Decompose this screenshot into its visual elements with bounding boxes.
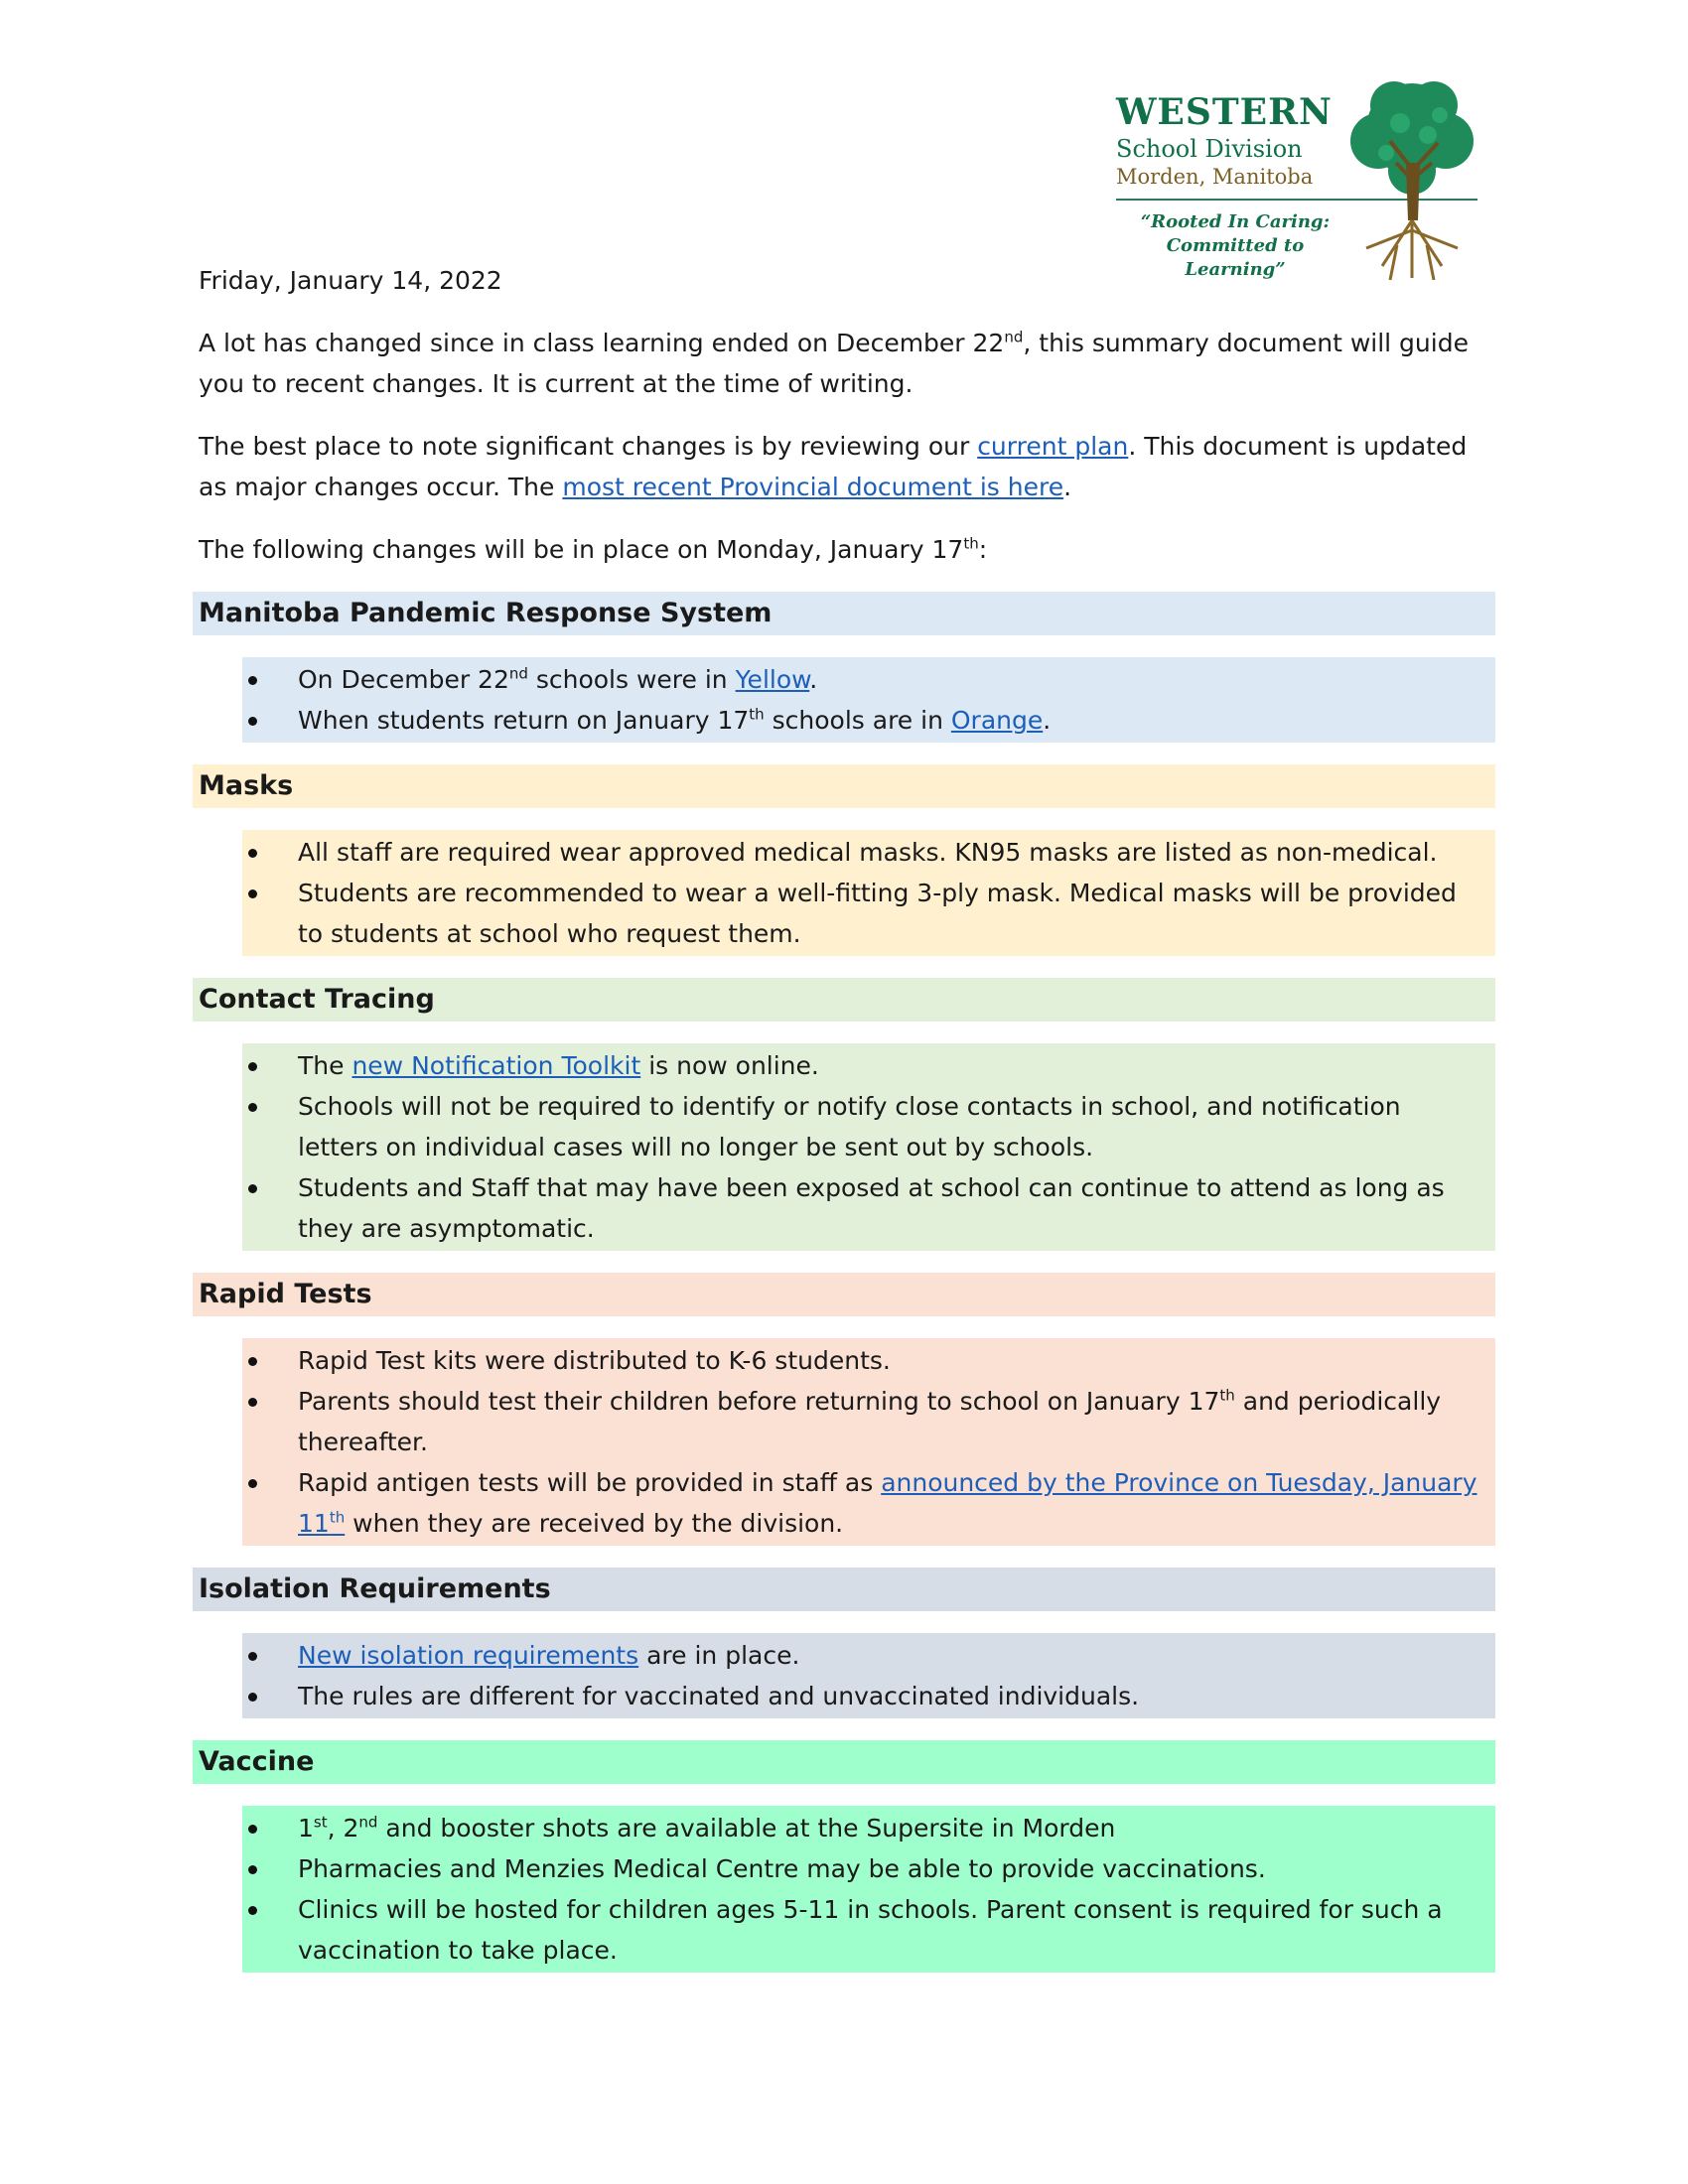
section-heading: Vaccine [193, 1740, 1495, 1784]
logo-location: Morden, Manitoba [1116, 165, 1314, 189]
list-item: Rapid antigen tests will be provided in staff as announced by the Province on Tuesday, January 11th when they are received by the division. [242, 1462, 1495, 1544]
plan-paragraph: The best place to note significant changes is by reviewing our current plan. This document is updated as major changes occur. The most recent Provincial document is here. [199, 432, 1468, 501]
yellow-link[interactable]: Yellow [735, 665, 810, 694]
bullet-list [242, 1633, 1495, 1718]
list-item: All staff are required wear approved medical masks. KN95 masks are listed as non-medical. [242, 832, 1495, 873]
list-item: Schools will not be required to identify or notify close contacts in school, and notification letters on individual cases will no longer be sent out by schools. [242, 1086, 1495, 1167]
section-heading: Rapid Tests [193, 1273, 1495, 1316]
section-heading: Isolation Requirements [193, 1568, 1495, 1611]
bullet-list [242, 657, 1495, 743]
section-masks [193, 764, 1495, 956]
section-contact-tracing [193, 978, 1495, 1251]
intro-paragraph: A lot has changed since in class learning ended on December 22nd, this summary document will guide you to recent changes. It is current at the time of writing. [199, 328, 1469, 398]
list-item: Pharmacies and Menzies Medical Centre may be able to provide vaccinations. [242, 1848, 1495, 1889]
logo-motto: “Rooted In Caring: Committed to Learning” [1140, 211, 1331, 280]
notification-toolkit-link[interactable]: new Notification Toolkit [352, 1051, 641, 1080]
section-heading: Manitoba Pandemic Response System [193, 592, 1495, 635]
bullet-list [242, 1338, 1495, 1546]
document-body [199, 260, 1489, 1994]
current-plan-link[interactable]: current plan [977, 432, 1129, 461]
list-item: The rules are different for vaccinated and unvaccinated individuals. [242, 1676, 1495, 1716]
document-date: Friday, January 14, 2022 [199, 266, 502, 295]
list-item: Students and Staff that may have been exposed at school can continue to attend as long as they are asymptomatic. [242, 1167, 1495, 1249]
logo-name-line1: WESTERN [1116, 91, 1333, 133]
tree-icon [1342, 71, 1481, 292]
changes-intro: The following changes will be in place on Monday, January 17th: [199, 534, 988, 564]
list-item: Rapid Test kits were distributed to K-6 students. [242, 1340, 1495, 1381]
bullet-list [242, 1806, 1495, 1973]
section-pandemic-response [193, 592, 1495, 743]
list-item: Parents should test their children before returning to school on January 17th and periodically thereafter. [242, 1381, 1495, 1462]
list-item: 1st, 2nd and booster shots are available at the Supersite in Morden [242, 1808, 1495, 1848]
list-item: When students return on January 17th schools are in Orange. [242, 700, 1495, 741]
bullet-list [242, 830, 1495, 956]
bullet-list [242, 1043, 1495, 1251]
province-announcement-link[interactable]: announced by the Province on Tuesday, January 11th [298, 1468, 1477, 1538]
section-rapid-tests [193, 1273, 1495, 1546]
logo-name-line2: School Division [1116, 135, 1303, 163]
provincial-document-link[interactable]: most recent Provincial document is here [562, 473, 1064, 501]
division-logo [1116, 71, 1493, 292]
list-item: The new Notification Toolkit is now online. [242, 1045, 1495, 1086]
isolation-requirements-link[interactable]: New isolation requirements [298, 1641, 639, 1670]
section-heading: Contact Tracing [193, 978, 1495, 1022]
section-heading: Masks [193, 764, 1495, 808]
list-item: Clinics will be hosted for children ages 5-11 in schools. Parent consent is required for such a vaccination to take place. [242, 1889, 1495, 1971]
section-isolation [193, 1568, 1495, 1718]
list-item: Students are recommended to wear a well-fitting 3-ply mask. Medical masks will be provided to students at school who request them. [242, 873, 1495, 954]
list-item: On December 22nd schools were in Yellow. [242, 659, 1495, 700]
orange-link[interactable]: Orange [950, 706, 1044, 735]
section-vaccine [193, 1740, 1495, 1973]
list-item: New isolation requirements are in place. [242, 1635, 1495, 1676]
